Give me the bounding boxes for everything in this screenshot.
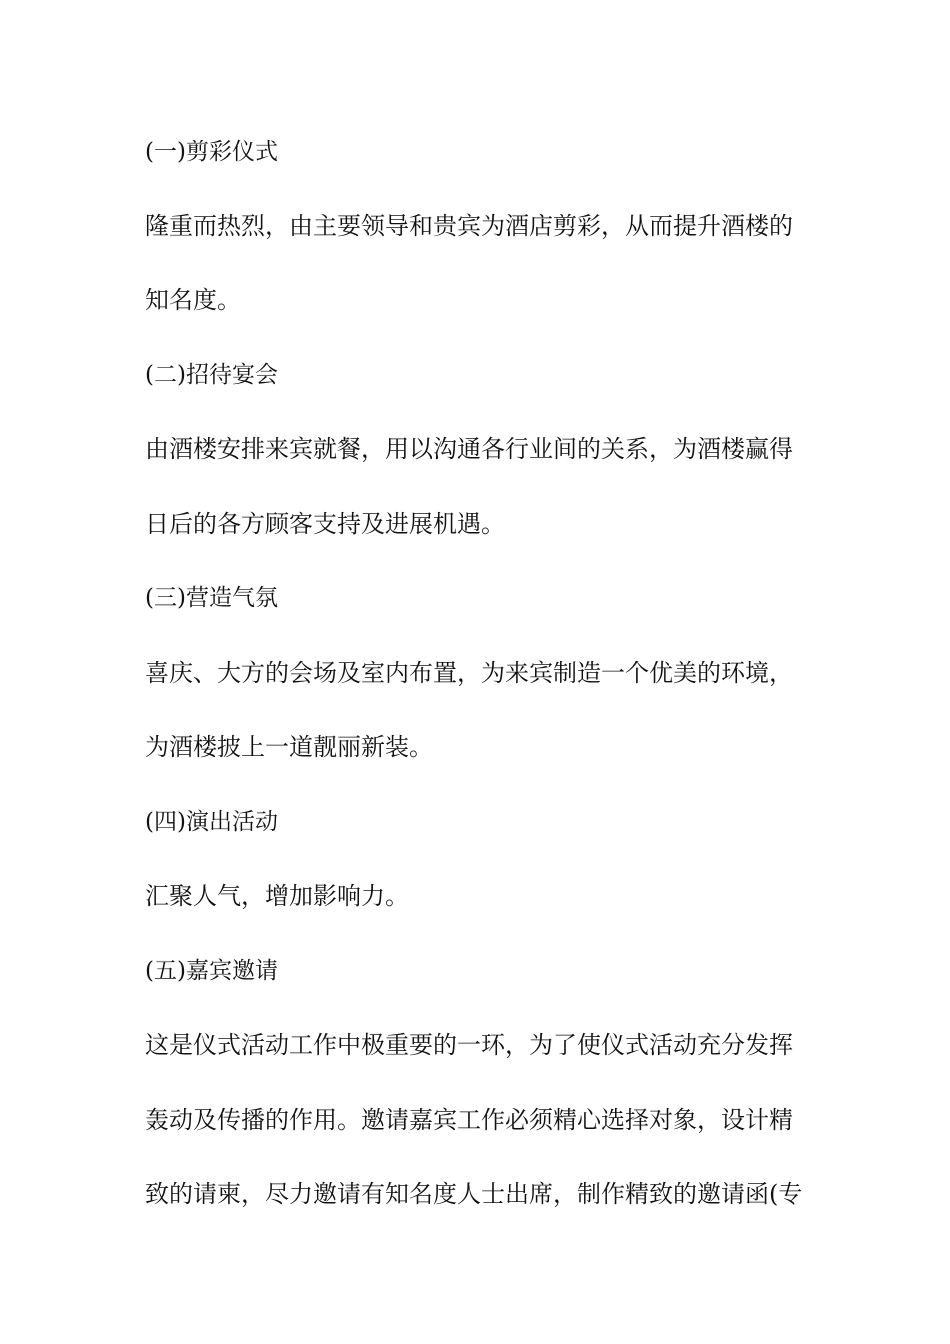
section-heading-5: (五)嘉宾邀请 <box>145 958 278 984</box>
section-heading-4: (四)演出活动 <box>145 809 278 835</box>
paragraph-line: 轰动及传播的作用。邀请嘉宾工作必须精心选择对象，设计精 <box>145 1106 793 1134</box>
paragraph-line: 隆重而热烈，由主要领导和贵宾为酒店剪彩，从而提升酒楼的 <box>145 212 793 240</box>
section-heading-2: (二)招待宴会 <box>145 362 278 388</box>
paragraph-line: 喜庆、大方的会场及室内布置，为来宾制造一个优美的环境， <box>145 659 793 687</box>
paragraph-line: 致的请柬，尽力邀请有知名度人士出席，制作精致的邀请函(专 <box>145 1180 803 1208</box>
paragraph-line: 日后的各方顾客支持及进展机遇。 <box>145 510 505 538</box>
paragraph-line: 汇聚人气，增加影响力。 <box>145 882 409 910</box>
section-heading-3: (三)营造气氛 <box>145 585 278 611</box>
paragraph-line: 为酒楼披上一道靓丽新装。 <box>145 733 433 761</box>
paragraph-line: 知名度。 <box>145 286 241 314</box>
paragraph-line: 由酒楼安排来宾就餐，用以沟通各行业间的关系，为酒楼赢得 <box>145 435 793 463</box>
section-heading-1: (一)剪彩仪式 <box>145 139 278 165</box>
paragraph-line: 这是仪式活动工作中极重要的一环，为了使仪式活动充分发挥 <box>145 1031 793 1059</box>
